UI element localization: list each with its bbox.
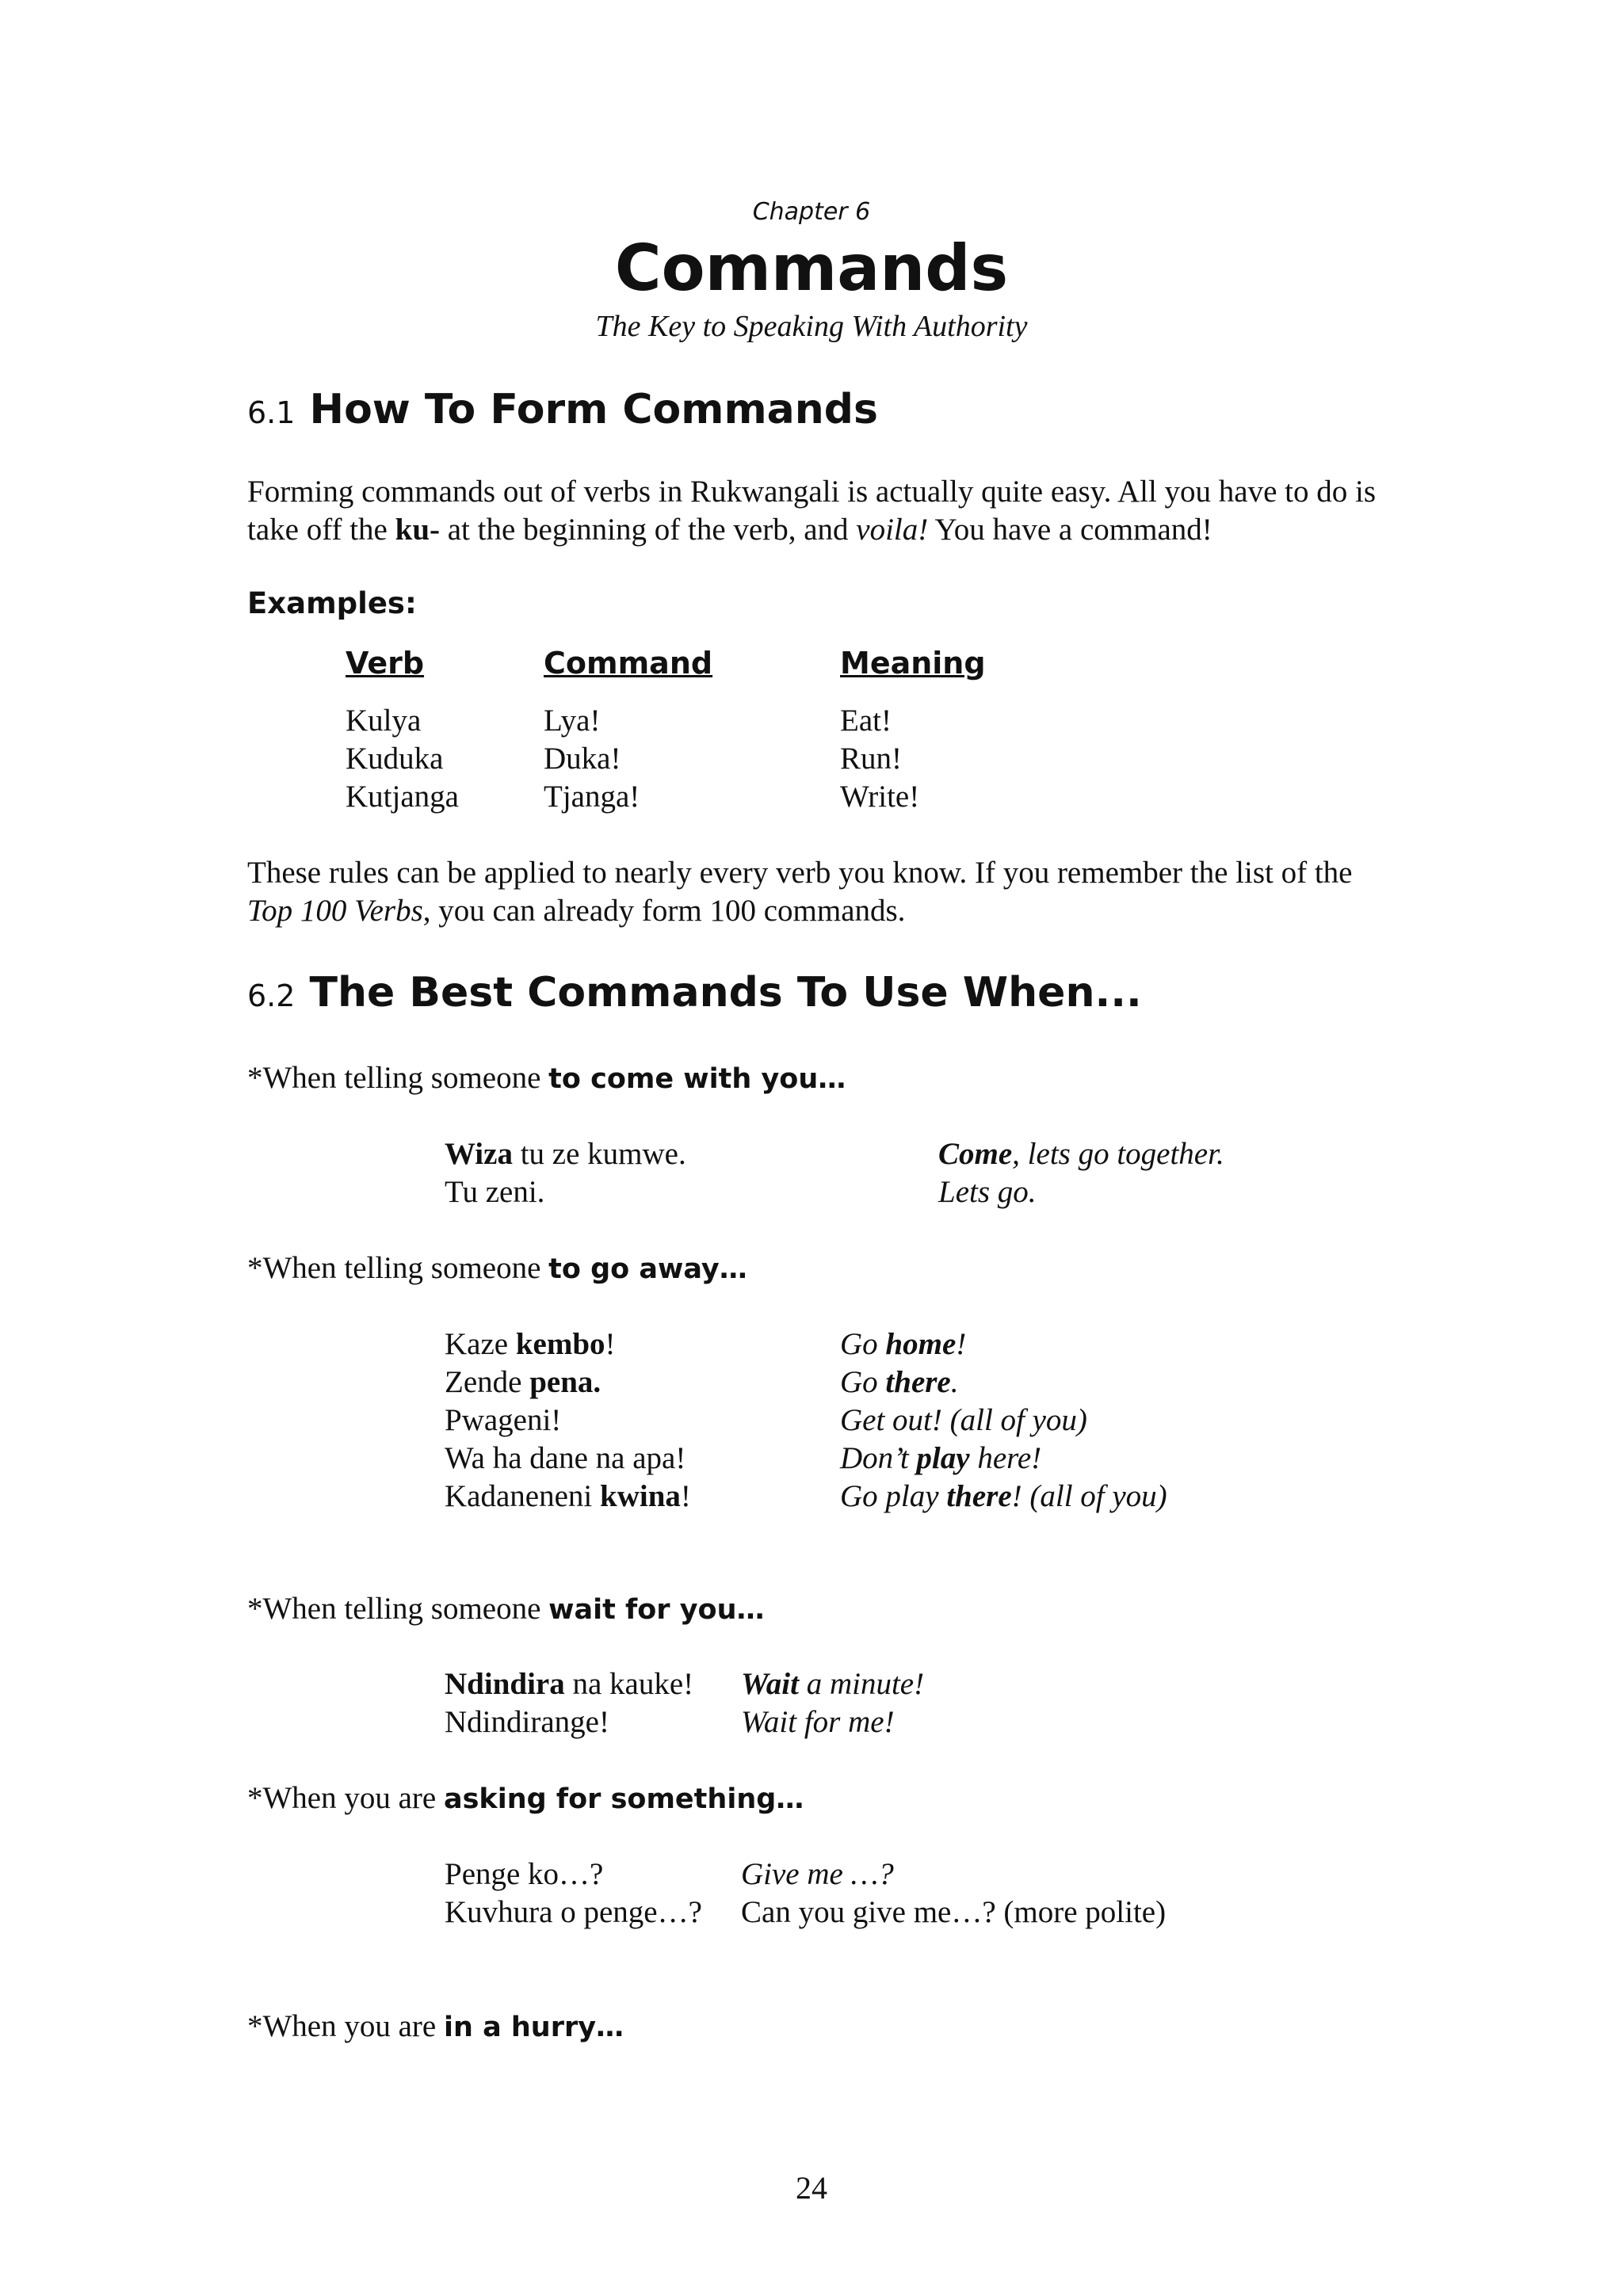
phrase-rukwangali <box>445 1326 616 1362</box>
phrase-bold: Wiza <box>445 1137 513 1171</box>
phrase-text: Kadaneneni <box>445 1479 600 1513</box>
phrase-bold: Ndindira <box>445 1667 565 1701</box>
prompt-text: *When telling someone <box>247 1061 549 1095</box>
prompt-emphasis: to come with you… <box>548 1063 846 1095</box>
chapter-title: Commands <box>614 231 1009 305</box>
section-number: 6.1 <box>247 395 296 430</box>
table-header-meaning: Meaning <box>840 646 986 681</box>
phrase-text: ! <box>680 1479 691 1513</box>
table-cell: Duka! <box>544 742 621 776</box>
phrase-text: ! <box>605 1327 616 1361</box>
phrase-text: Tu zeni. <box>445 1175 545 1209</box>
phrase-bold: there <box>946 1479 1012 1513</box>
phrase-text: Go <box>840 1365 886 1399</box>
prompt-text: *When you are <box>247 2009 444 2043</box>
para-bold: ku- <box>395 513 440 547</box>
section-heading-6-1 <box>247 386 878 433</box>
phrase-text: . <box>950 1365 959 1399</box>
phrase-text: Go <box>840 1327 886 1361</box>
phrase-rukwangali <box>445 1136 686 1172</box>
phrase-bold: kwina <box>600 1479 681 1513</box>
prompt-emphasis: to go away… <box>548 1253 747 1285</box>
phrase-text: Wait for me! <box>741 1705 895 1739</box>
phrase-rukwangali <box>445 1174 544 1210</box>
phrase-rukwangali: Kuvhura o penge…? <box>445 1895 702 1929</box>
chapter-label: Chapter 6 <box>752 198 871 226</box>
phrase-text: Ndindirange! <box>445 1705 609 1739</box>
phrase-english <box>938 1136 1224 1172</box>
section-number: 6.2 <box>247 978 296 1013</box>
prompt-asking-for-something <box>247 1780 804 1816</box>
phrase-text: , lets go together. <box>1012 1137 1224 1171</box>
table-cell: Tjanga! <box>544 780 640 814</box>
prompt-wait-for-you <box>247 1591 765 1627</box>
intro-paragraph <box>247 473 1396 549</box>
table-header-command: Command <box>544 646 713 681</box>
para-text: You have a command! <box>928 513 1212 547</box>
phrase-english <box>741 1704 895 1740</box>
prompt-in-a-hurry <box>247 2008 624 2044</box>
phrase-english: Can you give me…? (more polite) <box>741 1895 1167 1929</box>
phrase-bold: Come <box>938 1137 1013 1171</box>
phrase-bold: there <box>885 1365 951 1399</box>
phrase-english <box>840 1478 1167 1514</box>
phrase-text: Get out! (all of you) <box>840 1403 1087 1437</box>
phrase-english: Give me …? <box>741 1857 894 1891</box>
phrase-bold: play <box>916 1441 970 1475</box>
para-text: at the beginning of the verb, and <box>440 513 857 547</box>
phrase-text: ! (all of you) <box>1011 1479 1167 1513</box>
phrase-rukwangali <box>445 1440 685 1476</box>
table-cell: Eat! <box>840 704 892 738</box>
phrase-rukwangali <box>445 1478 691 1514</box>
phrase-bold: Wait <box>741 1667 799 1701</box>
table-cell: Kutjanga <box>346 780 459 814</box>
phrase-text: tu ze kumwe. <box>512 1137 686 1171</box>
phrase-bold: pena. <box>529 1365 601 1399</box>
phrase-english <box>938 1174 1037 1210</box>
phrase-text: here! <box>969 1441 1042 1475</box>
phrase-rukwangali: Penge ko…? <box>445 1857 604 1891</box>
table-header-verb: Verb <box>346 646 425 681</box>
para-text: , you can already form 100 commands. <box>422 894 906 928</box>
para-italic: Top 100 Verbs <box>247 894 423 928</box>
para-text: Forming commands out of verbs in Rukwangali is actually quite easy. All you have to do is take off the <box>247 475 1377 547</box>
phrase-bold: home <box>885 1327 957 1361</box>
phrase-text: a minute! <box>798 1667 925 1701</box>
phrase-bold: kembo <box>515 1327 605 1361</box>
prompt-emphasis: in a hurry… <box>443 2012 624 2043</box>
section-title: How To Form Commands <box>309 386 878 433</box>
section-heading-6-2 <box>247 969 1142 1016</box>
phrase-text: na kauke! <box>564 1667 694 1701</box>
phrase-english <box>840 1402 1087 1438</box>
para-italic: voila! <box>856 513 929 547</box>
phrase-text: Lets go. <box>938 1175 1037 1209</box>
phrase-rukwangali <box>445 1704 609 1740</box>
prompt-emphasis: asking for something… <box>443 1783 804 1815</box>
examples-label: Examples: <box>247 586 417 620</box>
phrase-english <box>840 1326 966 1362</box>
phrase-rukwangali <box>445 1402 561 1438</box>
prompt-emphasis: wait for you… <box>548 1594 765 1626</box>
phrase-english <box>840 1364 959 1400</box>
phrase-text: Kaze <box>445 1327 516 1361</box>
phrase-rukwangali <box>445 1364 601 1400</box>
chapter-subtitle: The Key to Speaking With Authority <box>595 310 1028 343</box>
table-cell: Run! <box>840 742 902 776</box>
phrase-text: Go play <box>840 1479 947 1513</box>
table-cell: Lya! <box>544 704 601 738</box>
prompt-text: *When telling someone <box>247 1592 549 1626</box>
rules-paragraph <box>247 854 1396 930</box>
phrase-rukwangali <box>445 1666 693 1702</box>
phrase-text: Wa ha dane na apa! <box>445 1441 686 1475</box>
phrase-text: Pwageni! <box>445 1403 562 1437</box>
section-title: The Best Commands To Use When... <box>309 969 1142 1016</box>
phrase-english <box>741 1666 924 1702</box>
phrase-english <box>840 1440 1041 1476</box>
prompt-text: *When telling someone <box>247 1251 549 1285</box>
table-cell: Kuduka <box>346 742 444 776</box>
prompt-go-away <box>247 1250 747 1286</box>
page-number: 24 <box>796 2170 827 2206</box>
table-cell: Write! <box>840 780 920 814</box>
phrase-text: Don’t <box>840 1441 917 1475</box>
prompt-come-with-you <box>247 1060 846 1096</box>
para-text: These rules can be applied to nearly every verb you know. If you remember the list of the <box>247 856 1353 890</box>
phrase-text: Zende <box>445 1365 530 1399</box>
table-cell: Kulya <box>346 704 422 738</box>
phrase-text: ! <box>956 1327 967 1361</box>
prompt-text: *When you are <box>247 1781 444 1815</box>
